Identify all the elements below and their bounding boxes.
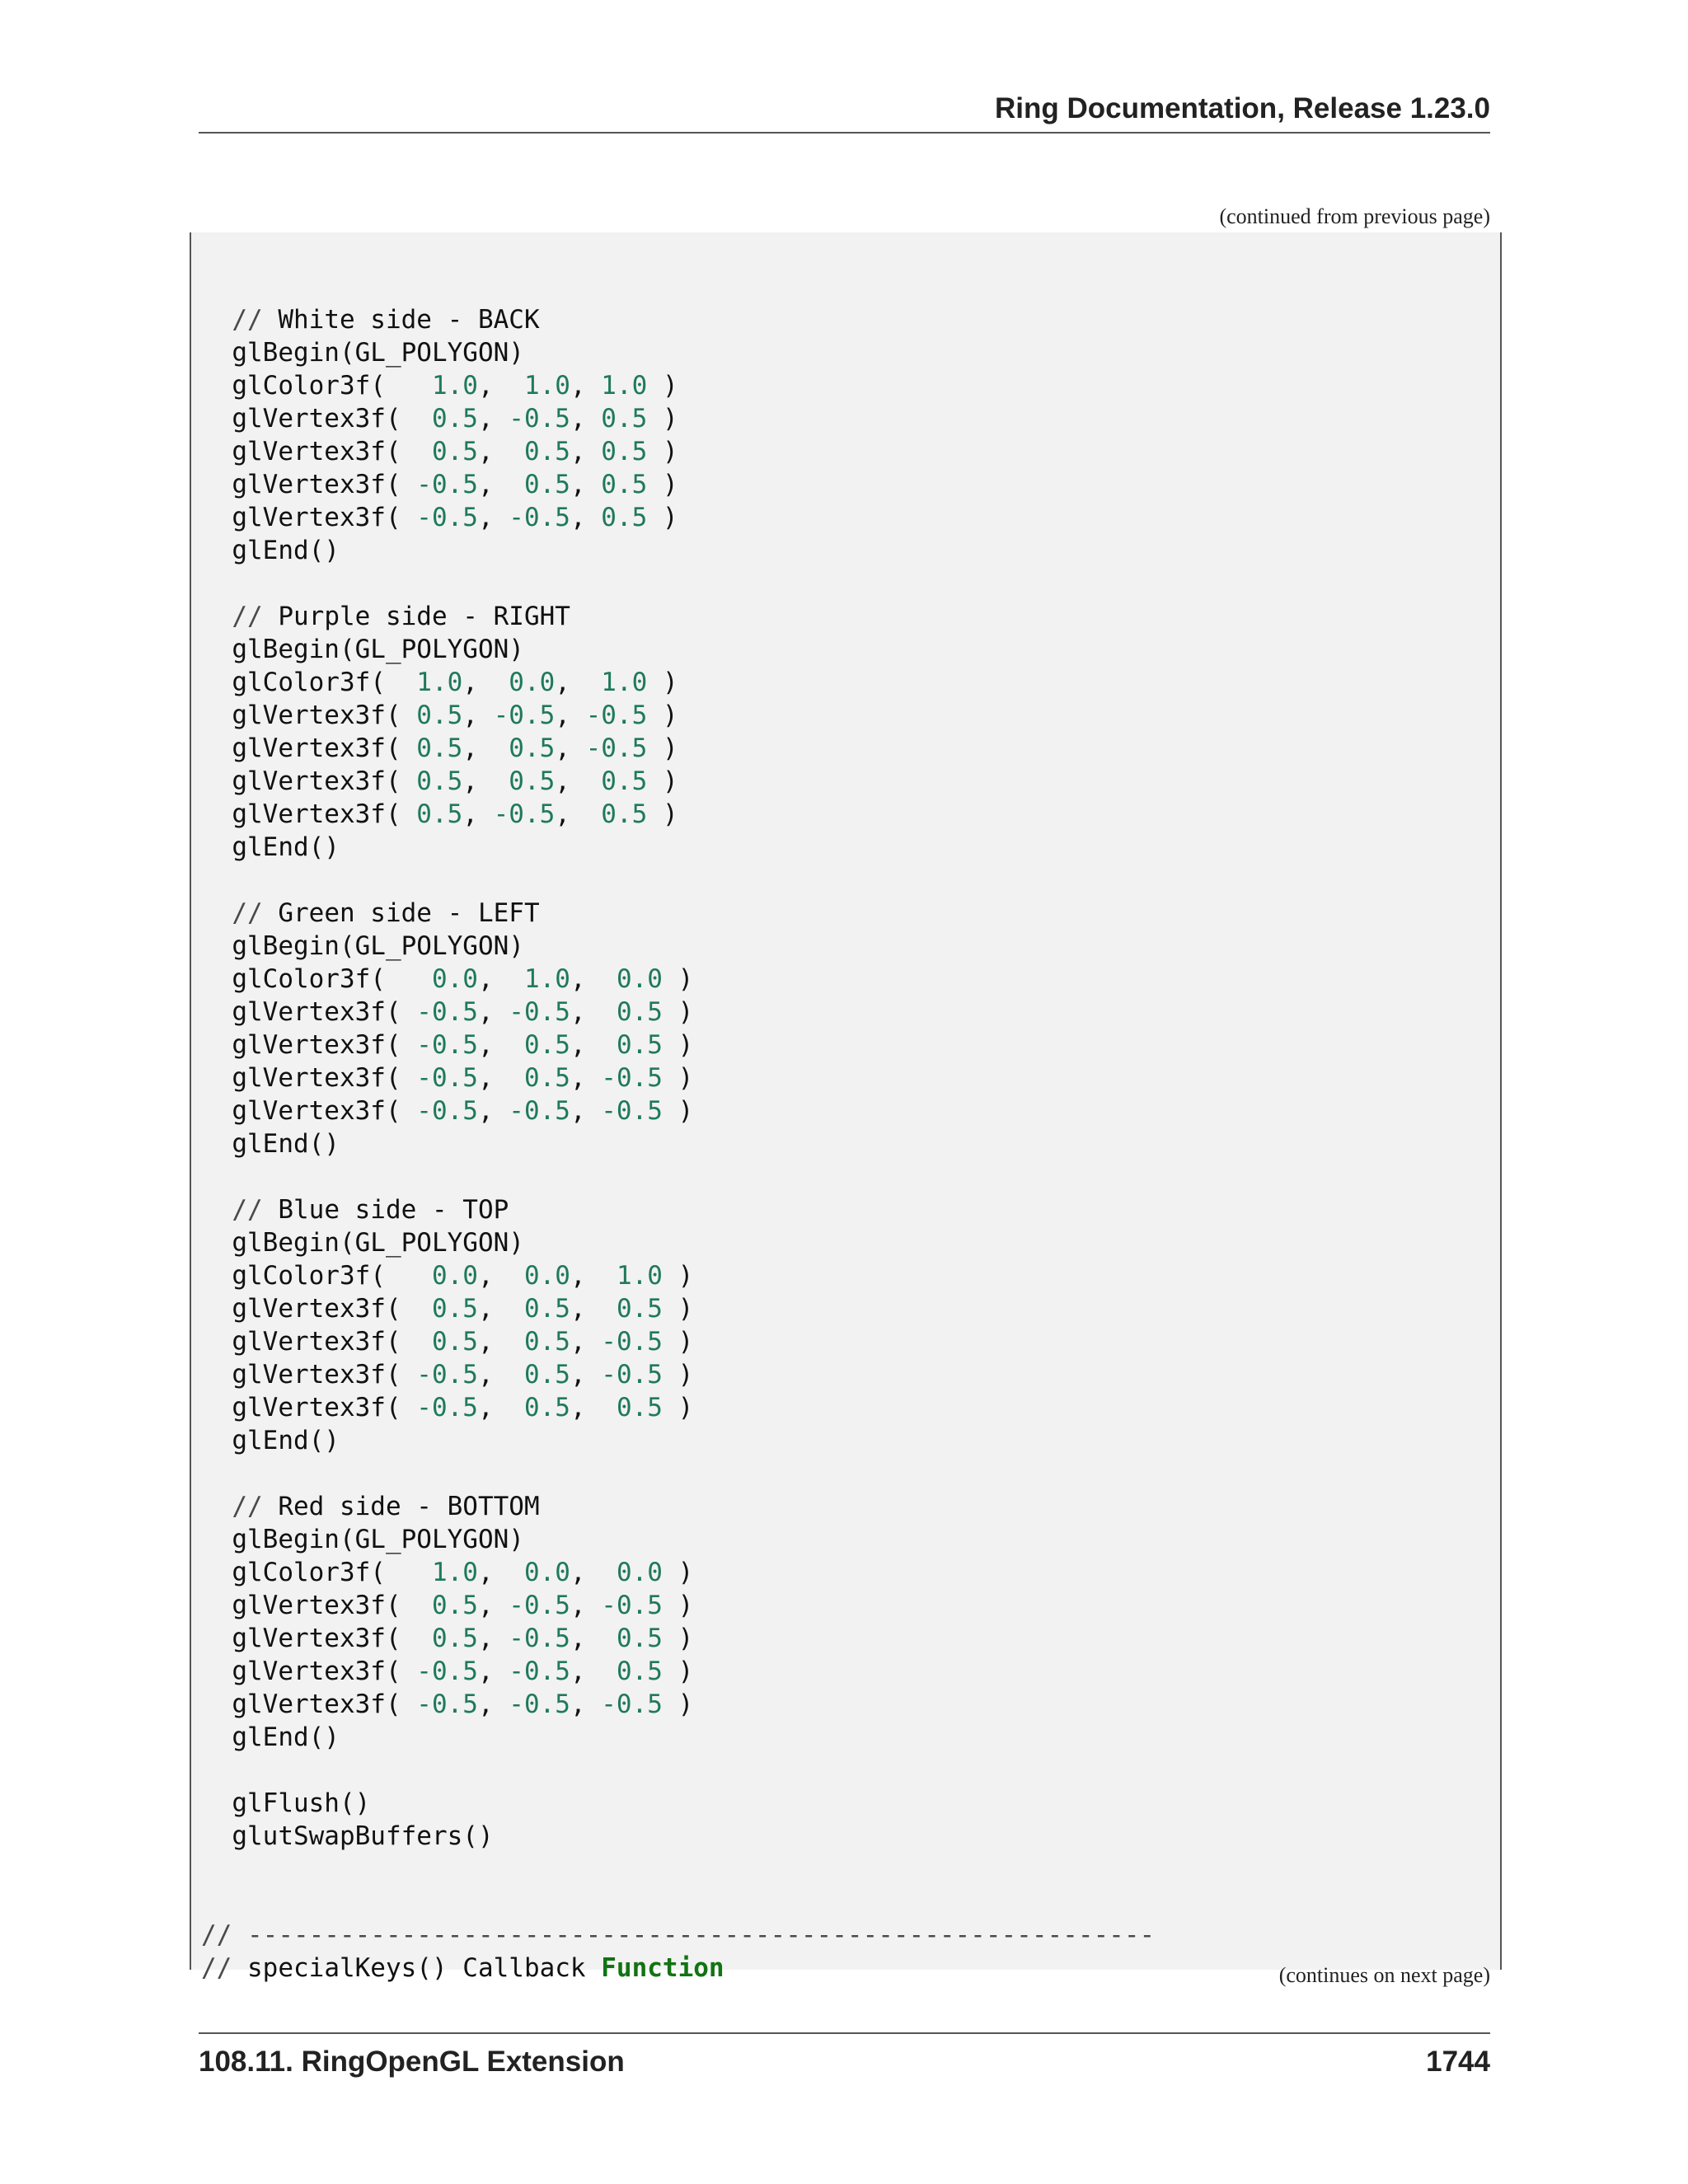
- code-text: glBegin(GL_POLYGON): [201, 931, 524, 961]
- code-text: ,: [477, 503, 509, 532]
- code-text: ): [662, 964, 694, 994]
- code-text: glVertex3f(: [201, 404, 432, 434]
- code-text: ): [662, 1591, 694, 1620]
- code-text: ,: [570, 1294, 617, 1324]
- number-token: 0.5: [416, 766, 463, 796]
- code-text: glBegin(GL_POLYGON): [201, 1525, 524, 1554]
- code-text: ,: [477, 437, 524, 466]
- code-text: glutSwapBuffers(): [201, 1821, 494, 1851]
- comment-token: //: [201, 1195, 279, 1225]
- code-text: ,: [570, 997, 617, 1027]
- number-token: -0.5: [601, 1690, 663, 1719]
- number-token: 0.5: [523, 1063, 570, 1093]
- number-token: -0.5: [416, 1063, 478, 1093]
- comment-token: //: [201, 602, 279, 631]
- number-token: 0.0: [431, 1261, 478, 1291]
- code-text: ,: [570, 1558, 617, 1587]
- number-token: 0.5: [523, 1360, 570, 1390]
- code-text: ,: [570, 1327, 602, 1357]
- code-text: ,: [462, 668, 509, 697]
- code-text: ,: [555, 766, 602, 796]
- number-token: 0.5: [601, 437, 648, 466]
- code-text: ,: [570, 1360, 602, 1390]
- code-text: ,: [477, 371, 524, 401]
- code-line: [201, 1325, 1155, 1358]
- code-line: [201, 666, 1155, 699]
- code-text: glBegin(GL_POLYGON): [201, 635, 524, 664]
- code-text: ,: [570, 1690, 602, 1719]
- code-text: ,: [570, 371, 602, 401]
- code-text: glVertex3f(: [201, 1360, 417, 1390]
- code-text: glEnd(): [201, 536, 340, 565]
- code-text: glVertex3f(: [201, 1327, 432, 1357]
- code-text: glVertex3f(: [201, 997, 417, 1027]
- code-line: [201, 1292, 1155, 1325]
- code-text: glColor3f(: [201, 371, 432, 401]
- number-token: -0.5: [601, 1327, 663, 1357]
- code-text: glVertex3f(: [201, 733, 417, 763]
- number-token: 0.5: [601, 404, 648, 434]
- code-text: ,: [570, 1393, 617, 1422]
- number-token: -0.5: [416, 1690, 478, 1719]
- code-text: glVertex3f(: [201, 470, 417, 499]
- number-token: 0.5: [431, 1624, 478, 1653]
- number-token: -0.5: [509, 404, 570, 434]
- code-text: glVertex3f(: [201, 503, 417, 532]
- code-text: ,: [477, 470, 524, 499]
- code-line: [201, 1589, 1155, 1622]
- code-text: ): [662, 1327, 694, 1357]
- number-token: 0.5: [616, 997, 663, 1027]
- code-text: glEnd(): [201, 832, 340, 862]
- code-line: [201, 765, 1155, 798]
- code-text: glVertex3f(: [201, 1063, 417, 1093]
- code-line: [201, 1787, 1155, 1820]
- number-token: 0.5: [616, 1294, 663, 1324]
- number-token: 1.0: [616, 1261, 663, 1291]
- code-line: [201, 732, 1155, 765]
- code-text: ,: [477, 1261, 524, 1291]
- number-token: -0.5: [509, 503, 570, 532]
- code-text: ,: [570, 1030, 617, 1060]
- code-text: ,: [462, 733, 509, 763]
- code-line: [201, 1820, 1155, 1853]
- code-text: glColor3f(: [201, 1261, 432, 1291]
- code-line: [201, 1886, 1155, 1919]
- code-text: ,: [477, 1360, 524, 1390]
- code-text: glColor3f(: [201, 964, 432, 994]
- number-token: 1.0: [431, 1558, 478, 1587]
- code-line: [201, 1424, 1155, 1457]
- code-text: ): [662, 1624, 694, 1653]
- code-line: [201, 1721, 1155, 1754]
- code-text: ,: [570, 404, 602, 434]
- keyword-token: Function: [601, 1953, 724, 1983]
- number-token: 0.5: [601, 470, 648, 499]
- comment-token: //: [201, 1953, 247, 1983]
- code-listing: [201, 270, 1155, 1985]
- section-title: 108.11. RingOpenGL Extension: [199, 2046, 625, 2078]
- code-line: [201, 567, 1155, 600]
- code-line: [201, 435, 1155, 468]
- code-line: [201, 501, 1155, 534]
- number-token: 0.0: [616, 1558, 663, 1587]
- number-token: 0.5: [431, 1591, 478, 1620]
- number-token: -0.5: [601, 1591, 663, 1620]
- code-text: ): [662, 1558, 694, 1587]
- number-token: 0.5: [523, 1327, 570, 1357]
- page-footer: [199, 2032, 1490, 2083]
- code-text: ,: [477, 964, 524, 994]
- code-text: ): [662, 1657, 694, 1686]
- code-line: [201, 1523, 1155, 1556]
- code-text: ): [662, 1096, 694, 1126]
- code-line: [201, 1919, 1155, 1952]
- code-text: ,: [570, 437, 602, 466]
- code-line: [201, 369, 1155, 402]
- number-token: 0.5: [431, 1294, 478, 1324]
- code-text: ,: [462, 766, 509, 796]
- code-text: ,: [570, 1624, 617, 1653]
- code-line: [201, 1853, 1155, 1886]
- code-line: [201, 270, 1155, 303]
- code-text: ): [647, 404, 678, 434]
- continues-next-note: (continues on next page): [1278, 1963, 1490, 1987]
- code-text: glVertex3f(: [201, 1624, 432, 1653]
- number-token: -0.5: [493, 701, 556, 730]
- code-text: ,: [570, 1261, 617, 1291]
- code-text: ,: [477, 1591, 509, 1620]
- code-text: ): [662, 1360, 694, 1390]
- code-line: [201, 1391, 1155, 1424]
- number-token: -0.5: [509, 997, 570, 1027]
- code-line: [201, 600, 1155, 633]
- number-token: 0.5: [616, 1624, 663, 1653]
- code-text: ): [662, 1030, 694, 1060]
- number-token: 0.5: [616, 1657, 663, 1686]
- code-text: ,: [477, 1063, 524, 1093]
- comment-token: //: [201, 305, 279, 335]
- code-text: glVertex3f(: [201, 701, 417, 730]
- number-token: -0.5: [493, 799, 556, 829]
- number-token: -0.5: [416, 1657, 478, 1686]
- code-line: [201, 534, 1155, 567]
- number-token: -0.5: [416, 1393, 478, 1422]
- code-line: [201, 1358, 1155, 1391]
- code-line: [201, 402, 1155, 435]
- code-line: [201, 1688, 1155, 1721]
- code-text: glVertex3f(: [201, 1030, 417, 1060]
- code-text: glBegin(GL_POLYGON): [201, 338, 524, 368]
- code-text: glVertex3f(: [201, 766, 417, 796]
- code-text: ): [647, 733, 678, 763]
- number-token: -0.5: [601, 1360, 663, 1390]
- code-text: ,: [477, 1624, 509, 1653]
- code-text: ,: [462, 799, 494, 829]
- number-token: -0.5: [416, 470, 478, 499]
- code-line: [201, 1226, 1155, 1259]
- page-header: [199, 92, 1490, 134]
- code-line: [201, 831, 1155, 864]
- number-token: 0.5: [431, 404, 478, 434]
- code-text: ,: [570, 470, 602, 499]
- code-text: glFlush(): [201, 1788, 371, 1818]
- code-text: glVertex3f(: [201, 437, 432, 466]
- code-text: ): [662, 1690, 694, 1719]
- number-token: 0.5: [416, 799, 463, 829]
- code-text: glBegin(GL_POLYGON): [201, 1228, 524, 1258]
- number-token: 0.5: [601, 799, 648, 829]
- number-token: 0.5: [509, 766, 556, 796]
- number-token: 0.5: [523, 470, 570, 499]
- comment-token: //: [201, 898, 279, 928]
- number-token: 1.0: [416, 668, 463, 697]
- number-token: -0.5: [416, 1030, 478, 1060]
- code-line: [201, 1457, 1155, 1490]
- code-text: Blue side - TOP: [278, 1195, 509, 1225]
- number-token: 0.5: [523, 1030, 570, 1060]
- code-line: [201, 1062, 1155, 1094]
- number-token: 0.5: [431, 1327, 478, 1357]
- number-token: 0.5: [523, 437, 570, 466]
- code-text: ): [647, 668, 678, 697]
- code-text: ): [647, 371, 678, 401]
- number-token: -0.5: [416, 503, 478, 532]
- code-text: ,: [477, 997, 509, 1027]
- code-line: [201, 1754, 1155, 1787]
- code-line: [201, 1029, 1155, 1062]
- number-token: 0.0: [431, 964, 478, 994]
- comment-token: // -----------------------------------------------------------: [201, 1920, 1156, 1950]
- number-token: -0.5: [601, 1063, 663, 1093]
- number-token: -0.5: [509, 1690, 570, 1719]
- code-line: [201, 1622, 1155, 1655]
- code-text: ,: [477, 1096, 509, 1126]
- code-line: [201, 963, 1155, 996]
- code-text: ): [662, 1261, 694, 1291]
- code-text: Purple side - RIGHT: [278, 602, 570, 631]
- code-text: glVertex3f(: [201, 1096, 417, 1126]
- page-number: 1744: [1426, 2046, 1490, 2078]
- number-token: -0.5: [416, 997, 478, 1027]
- code-text: ,: [477, 1690, 509, 1719]
- code-text: ): [647, 470, 678, 499]
- code-text: ,: [477, 1327, 524, 1357]
- code-line: [201, 1193, 1155, 1226]
- code-text: ,: [555, 668, 602, 697]
- number-token: 0.5: [523, 1393, 570, 1422]
- number-token: 0.5: [523, 1294, 570, 1324]
- continued-from-note: (continued from previous page): [1219, 204, 1490, 228]
- code-text: ,: [477, 1657, 509, 1686]
- code-line: [201, 798, 1155, 831]
- code-text: ,: [477, 1393, 524, 1422]
- code-line: [201, 1490, 1155, 1523]
- number-token: 0.0: [523, 1261, 570, 1291]
- code-text: glVertex3f(: [201, 1393, 417, 1422]
- code-line: [201, 699, 1155, 732]
- number-token: 1.0: [431, 371, 478, 401]
- code-text: glVertex3f(: [201, 1690, 417, 1719]
- number-token: 0.5: [416, 733, 463, 763]
- code-text: ,: [477, 1294, 524, 1324]
- code-text: ): [647, 799, 678, 829]
- number-token: 0.5: [431, 437, 478, 466]
- code-text: glVertex3f(: [201, 799, 417, 829]
- code-text: White side - BACK: [278, 305, 540, 335]
- code-line: [201, 303, 1155, 336]
- code-text: Green side - LEFT: [278, 898, 540, 928]
- code-text: ,: [570, 503, 602, 532]
- code-text: ): [647, 766, 678, 796]
- number-token: 1.0: [523, 964, 570, 994]
- code-line: [201, 468, 1155, 501]
- code-text: ,: [570, 1096, 602, 1126]
- number-token: -0.5: [416, 1096, 478, 1126]
- code-text: ,: [477, 1030, 524, 1060]
- code-line: [201, 996, 1155, 1029]
- code-text: glColor3f(: [201, 668, 417, 697]
- code-line: [201, 864, 1155, 897]
- code-text: specialKeys() Callback: [247, 1953, 602, 1983]
- number-token: 0.5: [601, 503, 648, 532]
- number-token: -0.5: [509, 1096, 570, 1126]
- code-text: glVertex3f(: [201, 1294, 432, 1324]
- code-text: ,: [570, 964, 617, 994]
- number-token: 0.5: [616, 1030, 663, 1060]
- code-line: [201, 1952, 1155, 1985]
- code-line: [201, 1094, 1155, 1127]
- code-text: ,: [477, 404, 509, 434]
- number-token: -0.5: [585, 733, 648, 763]
- code-line: [201, 1160, 1155, 1193]
- number-token: -0.5: [585, 701, 648, 730]
- code-text: ,: [570, 1063, 602, 1093]
- number-token: 0.5: [601, 766, 648, 796]
- code-text: ,: [570, 1657, 617, 1686]
- number-token: 1.0: [601, 371, 648, 401]
- number-token: 0.0: [509, 668, 556, 697]
- code-text: ): [662, 1393, 694, 1422]
- number-token: 0.0: [523, 1558, 570, 1587]
- number-token: 1.0: [601, 668, 648, 697]
- code-text: ): [647, 437, 678, 466]
- code-text: glVertex3f(: [201, 1591, 432, 1620]
- code-text: Red side - BOTTOM: [278, 1492, 540, 1521]
- number-token: 0.5: [616, 1393, 663, 1422]
- code-line: [201, 1127, 1155, 1160]
- code-line: [201, 633, 1155, 666]
- code-line: [201, 1259, 1155, 1292]
- code-text: glEnd(): [201, 1722, 340, 1752]
- number-token: -0.5: [509, 1657, 570, 1686]
- comment-token: //: [201, 1492, 279, 1521]
- number-token: -0.5: [601, 1096, 663, 1126]
- code-text: ,: [462, 701, 494, 730]
- code-text: glEnd(): [201, 1426, 340, 1455]
- code-text: ,: [555, 733, 586, 763]
- code-text: ,: [555, 701, 586, 730]
- code-text: ): [662, 1063, 694, 1093]
- code-text: ,: [555, 799, 602, 829]
- code-text: ): [662, 1294, 694, 1324]
- code-line: [201, 897, 1155, 930]
- code-line: [201, 1556, 1155, 1589]
- code-line: [201, 930, 1155, 963]
- number-token: -0.5: [509, 1624, 570, 1653]
- code-text: ): [647, 503, 678, 532]
- code-line: [201, 336, 1155, 369]
- number-token: 0.5: [416, 701, 463, 730]
- number-token: 1.0: [523, 371, 570, 401]
- number-token: -0.5: [509, 1591, 570, 1620]
- code-text: ,: [477, 1558, 524, 1587]
- number-token: -0.5: [416, 1360, 478, 1390]
- code-text: glEnd(): [201, 1129, 340, 1159]
- code-line: [201, 1655, 1155, 1688]
- number-token: 0.0: [616, 964, 663, 994]
- code-text: ): [647, 701, 678, 730]
- code-text: ): [662, 997, 694, 1027]
- code-text: ,: [570, 1591, 602, 1620]
- document-title: Ring Documentation, Release 1.23.0: [994, 92, 1490, 124]
- code-text: glColor3f(: [201, 1558, 432, 1587]
- number-token: 0.5: [509, 733, 556, 763]
- code-text: glVertex3f(: [201, 1657, 417, 1686]
